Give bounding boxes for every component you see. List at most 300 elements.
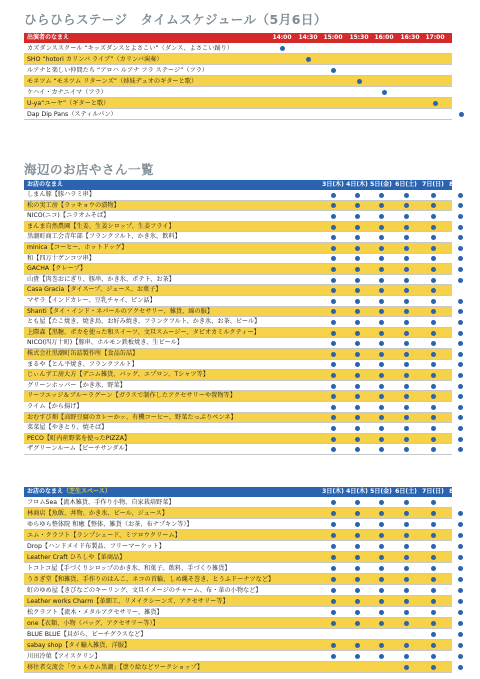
shop-row <box>24 201 452 212</box>
shop-row <box>24 232 452 243</box>
shop-row <box>24 338 452 349</box>
open-day-dot <box>331 246 336 251</box>
open-day-dot <box>404 193 409 198</box>
open-day-dot <box>431 415 436 420</box>
open-day-dot <box>404 267 409 272</box>
shop-name: 黒潮町商工会青年部【フランクフルト、かき氷、飲料】 <box>27 233 181 241</box>
open-day-dot <box>458 362 463 367</box>
shop-row <box>24 381 452 392</box>
shop-row <box>24 618 452 629</box>
shop-row <box>24 552 452 563</box>
shop-row <box>24 296 452 307</box>
open-day-dot <box>431 500 436 505</box>
shop-row <box>24 585 452 596</box>
shop-row <box>24 434 452 445</box>
shop-row <box>24 530 452 541</box>
open-day-dot <box>404 320 409 325</box>
shop-name: NICO(四万十町)【豚串、ホルモン鉄板焼き、生ビール】 <box>27 339 183 347</box>
open-day-dot <box>431 203 436 208</box>
open-day-dot <box>431 533 436 538</box>
open-day-dot <box>458 256 463 261</box>
open-day-dot <box>355 246 360 251</box>
shop-name: ザグリーンルーム【ビーチサンダル】 <box>27 445 131 453</box>
open-day-dot <box>355 373 360 378</box>
open-day-dot <box>458 544 463 549</box>
open-day-dot <box>331 278 336 283</box>
open-day-dot <box>379 373 384 378</box>
shop-row <box>24 391 452 402</box>
open-day-dot <box>404 278 409 283</box>
open-day-dot <box>431 447 436 452</box>
open-day-dot <box>379 331 384 336</box>
performer-column-header: 出演者のなまえ <box>27 34 70 41</box>
shop-row <box>24 640 452 651</box>
open-day-dot <box>458 246 463 251</box>
open-day-dot <box>331 621 336 626</box>
shops-header <box>24 487 471 497</box>
open-day-dot <box>404 533 409 538</box>
shop-name: NICO(ニコ)【ニラオムそば】 <box>27 212 110 220</box>
shop-name: 山貴【肉巻おにぎり、豚串、かき氷、ポテト、お茶】 <box>27 275 175 283</box>
open-day-dot <box>431 331 436 336</box>
shop-column-header <box>27 180 63 190</box>
open-day-dot <box>331 288 336 293</box>
shop-name: 株式会社黒潮町缶詰製作所【食品缶詰】 <box>27 350 139 357</box>
open-day-dot <box>458 447 463 452</box>
open-day-dot <box>431 555 436 560</box>
open-day-dot <box>458 214 463 219</box>
open-day-dot <box>331 362 336 367</box>
open-day-dot <box>404 643 409 648</box>
time-header: 17:00 <box>425 34 445 41</box>
open-day-dot <box>355 309 360 314</box>
open-day-dot <box>331 415 336 420</box>
open-day-dot <box>355 621 360 626</box>
open-day-dot <box>379 621 384 626</box>
open-day-dot <box>331 447 336 452</box>
open-day-dot <box>355 555 360 560</box>
schedule-row <box>24 54 452 65</box>
time-header: 16:30 <box>400 34 420 41</box>
open-day-dot <box>379 193 384 198</box>
performer-name: ルアナと楽しい仲間たち “アロハ ルアナ フラ ステージ”（フラ） <box>27 67 209 74</box>
open-day-dot <box>331 500 336 505</box>
time-header: 15:30 <box>349 34 369 41</box>
open-day-dot <box>404 610 409 615</box>
open-day-dot <box>431 522 436 527</box>
shop-name: 川田冷菓【アイスクリン】 <box>27 653 101 660</box>
open-day-dot <box>458 511 463 516</box>
performer-name: ケハイ・カナニイマ（フラ） <box>27 89 107 96</box>
open-day-dot <box>379 341 384 346</box>
open-day-dot <box>458 533 463 538</box>
schedule-row <box>24 87 452 98</box>
shop-row <box>24 651 452 662</box>
shop-name: Drop【ハンドメイド布製品、フリーマーケット】 <box>27 543 165 550</box>
open-day-dot <box>431 566 436 571</box>
shop-row <box>24 444 452 455</box>
shop-row <box>24 254 452 265</box>
shop-header-note: （芝生スペース） <box>63 488 111 495</box>
time-header: 17:30 <box>451 34 471 41</box>
open-day-dot <box>431 341 436 346</box>
open-day-dot <box>331 544 336 549</box>
open-day-dot <box>379 426 384 431</box>
shop-row <box>24 190 452 201</box>
open-day-dot <box>431 352 436 357</box>
open-day-dot <box>431 225 436 230</box>
time-slot-dot <box>331 68 336 73</box>
open-day-dot <box>379 654 384 659</box>
open-day-dot <box>331 610 336 615</box>
open-day-dot <box>331 193 336 198</box>
open-day-dot <box>404 352 409 357</box>
time-header: 15:00 <box>323 34 343 41</box>
open-day-dot <box>331 352 336 357</box>
open-day-dot <box>458 203 463 208</box>
shop-name: じぃんず工房大方【デニム雑貨、バッグ、エプロン、Tシャツ等】 <box>27 371 209 379</box>
open-day-dot <box>431 654 436 659</box>
time-header: 16:00 <box>374 34 394 41</box>
open-day-dot <box>431 299 436 304</box>
open-day-dot <box>379 309 384 314</box>
shop-row <box>24 307 452 318</box>
day-header: 5日(金) <box>370 488 392 495</box>
shop-name: BLUE BLUE【貝がら、ビーチグラスなど】 <box>27 631 147 638</box>
time-header: 14:30 <box>298 34 318 41</box>
open-day-dot <box>331 588 336 593</box>
open-day-dot <box>379 437 384 442</box>
open-day-dot <box>458 577 463 582</box>
open-day-dot <box>404 246 409 251</box>
open-day-dot <box>355 214 360 219</box>
open-day-dot <box>404 405 409 410</box>
open-day-dot <box>458 384 463 389</box>
open-day-dot <box>404 288 409 293</box>
schedule-row <box>24 98 452 109</box>
open-day-dot <box>355 405 360 410</box>
shop-column-header <box>27 487 111 497</box>
open-day-dot <box>355 362 360 367</box>
shop-name: 和【四万十ゲンコツ串】 <box>27 254 95 262</box>
open-day-dot <box>355 415 360 420</box>
open-day-dot <box>458 405 463 410</box>
open-day-dot <box>355 384 360 389</box>
shop-name: Leather Craft ひろしや【革商品】 <box>27 554 126 561</box>
open-day-dot <box>404 654 409 659</box>
shop-name: 菜菜屋【やきとり、焼そば】 <box>27 424 108 432</box>
open-day-dot <box>404 256 409 261</box>
open-day-dot <box>404 577 409 582</box>
open-day-dot <box>458 331 463 336</box>
open-day-dot <box>431 588 436 593</box>
open-day-dot <box>431 214 436 219</box>
open-day-dot <box>379 225 384 230</box>
open-day-dot <box>379 246 384 251</box>
shop-name: 林商店【魚飯、丼物、かき氷、ビール、ジュース】 <box>27 510 169 517</box>
shop-row <box>24 541 452 552</box>
open-day-dot <box>331 320 336 325</box>
open-day-dot <box>355 500 360 505</box>
open-day-dot <box>355 352 360 357</box>
open-day-dot <box>404 415 409 420</box>
open-day-dot <box>355 299 360 304</box>
open-day-dot <box>379 447 384 452</box>
open-day-dot <box>379 278 384 283</box>
open-day-dot <box>379 384 384 389</box>
open-day-dot <box>355 654 360 659</box>
open-day-dot <box>404 225 409 230</box>
open-day-dot <box>431 643 436 648</box>
open-day-dot <box>355 235 360 240</box>
open-day-dot <box>431 235 436 240</box>
open-day-dot <box>355 643 360 648</box>
open-day-dot <box>379 500 384 505</box>
open-day-dot <box>431 610 436 615</box>
open-day-dot <box>431 437 436 442</box>
shop-row <box>24 285 452 296</box>
open-day-dot <box>458 588 463 593</box>
open-day-dot <box>404 214 409 219</box>
shop-row <box>24 360 452 371</box>
open-day-dot <box>355 267 360 272</box>
schedule-row <box>24 65 452 76</box>
shop-row <box>24 328 452 339</box>
shop-name: とも屋【たこ焼き、焼き鳥、お好み焼き、フランクフルト、かき氷、お茶、ビール】 <box>27 318 261 326</box>
shop-name: 虹のゆめ屋【きびなごのキーリング、文旦イメージのチャーム、布・革の小物など】 <box>27 587 262 594</box>
open-day-dot <box>431 577 436 582</box>
open-day-dot <box>331 225 336 230</box>
open-day-dot <box>431 599 436 604</box>
open-day-dot <box>431 288 436 293</box>
open-day-dot <box>458 426 463 431</box>
shop-name: フロムSea【流木雑貨、手作り小物、自家栽培野菜】 <box>27 499 175 506</box>
time-header: 14:00 <box>272 34 292 41</box>
open-day-dot <box>355 522 360 527</box>
shop-name: 松クラフト【流木・メタルアクセサリー、雑貨】 <box>27 609 163 616</box>
open-day-dot <box>404 203 409 208</box>
time-slot-dot <box>280 46 285 51</box>
open-day-dot <box>379 415 384 420</box>
open-day-dot <box>458 555 463 560</box>
performer-name: カズダンススクール “キッズダンスとよさこい”（ダンス、よさこい踊り） <box>27 45 233 52</box>
open-day-dot <box>331 341 336 346</box>
open-day-dot <box>355 278 360 283</box>
open-day-dot <box>331 566 336 571</box>
open-day-dot <box>379 566 384 571</box>
shop-name: one【衣類、小物（バッグ、アクセサリー等）】 <box>27 620 159 627</box>
open-day-dot <box>379 643 384 648</box>
open-day-dot <box>331 426 336 431</box>
open-day-dot <box>355 447 360 452</box>
open-day-dot <box>379 203 384 208</box>
open-day-dot <box>379 267 384 272</box>
shop-row <box>24 370 452 381</box>
open-day-dot <box>379 256 384 261</box>
shop-row <box>24 211 452 222</box>
shop-row <box>24 629 452 640</box>
open-day-dot <box>331 511 336 516</box>
schedule-header <box>24 33 471 43</box>
open-day-dot <box>379 522 384 527</box>
open-day-dot <box>458 352 463 357</box>
open-day-dot <box>379 533 384 538</box>
open-day-dot <box>458 610 463 615</box>
open-day-dot <box>331 437 336 442</box>
shop-row <box>24 662 452 673</box>
open-day-dot <box>404 426 409 431</box>
open-day-dot <box>431 544 436 549</box>
shop-name: マサラ【インドカレー、豆乳チャイ、ピン話】 <box>27 297 156 304</box>
open-day-dot <box>331 394 336 399</box>
open-day-dot <box>355 599 360 604</box>
open-day-dot <box>431 193 436 198</box>
open-day-dot <box>458 225 463 230</box>
open-day-dot <box>355 320 360 325</box>
open-day-dot <box>331 309 336 314</box>
shop-name: グリーンホッパー【かき氷、野菜】 <box>27 381 126 389</box>
open-day-dot <box>331 299 336 304</box>
shop-row <box>24 243 452 254</box>
open-day-dot <box>355 511 360 516</box>
open-day-dot <box>404 599 409 604</box>
open-day-dot <box>379 599 384 604</box>
open-day-dot <box>331 214 336 219</box>
open-day-dot <box>331 654 336 659</box>
shop-name: minica【コーヒー、ホットドッグ】 <box>27 244 128 251</box>
open-day-dot <box>379 320 384 325</box>
open-day-dot <box>458 437 463 442</box>
open-day-dot <box>355 437 360 442</box>
open-day-dot <box>331 522 336 527</box>
open-day-dot <box>404 544 409 549</box>
open-day-dot <box>331 384 336 389</box>
shop-row <box>24 275 452 286</box>
shop-name: しまん豚【豚ハラミ串】 <box>27 191 96 198</box>
open-day-dot <box>431 267 436 272</box>
open-day-dot <box>458 373 463 378</box>
shop-name: Casa Gracia【タイスープ、ジュース、お菓子】 <box>27 286 162 294</box>
open-day-dot <box>458 320 463 325</box>
shop-name: リーフエッジ＆ブルーラグーン【ガラスで制作したアクセサリーや置物等】 <box>27 392 236 400</box>
open-day-dot <box>355 577 360 582</box>
shop-name: 上際森【黒糖、ポカを使った和スイーツ、文旦スムージー、タピオカミルクティー】 <box>27 328 260 336</box>
open-day-dot <box>404 522 409 527</box>
shop-header-label: お店のなまえ <box>27 181 64 188</box>
open-day-dot <box>379 235 384 240</box>
open-day-dot <box>379 544 384 549</box>
open-day-dot <box>431 320 436 325</box>
open-day-dot <box>379 394 384 399</box>
shop-name: sabay shop【タイ輸入雑貨、洋服】 <box>27 642 131 649</box>
day-header: 4日(木) <box>346 488 368 495</box>
performer-name: モネツム “モネツム リターンズ”（姉妹デュオのギターと歌） <box>27 78 198 85</box>
open-day-dot <box>431 405 436 410</box>
day-header: 6日(土) <box>395 488 417 495</box>
day-header: 4日(木) <box>346 181 368 188</box>
shop-name: おむすび畑【高野豆腐のカレーかッ、有機コーヒー、野菜たっぷりペンネ】 <box>27 413 237 421</box>
open-day-dot <box>331 235 336 240</box>
open-day-dot <box>331 577 336 582</box>
day-header: 8日(月) <box>449 488 471 495</box>
shop-name: GACHA【クレープ】 <box>27 265 87 273</box>
time-slot-dot <box>433 101 438 106</box>
shop-name: ゆらゆら整体院 和癒【整体、雑貨（お茶、布ナプキン等）】 <box>27 521 193 528</box>
open-day-dot <box>458 522 463 527</box>
open-day-dot <box>355 566 360 571</box>
shop-row <box>24 508 452 519</box>
shop-row <box>24 596 452 607</box>
open-day-dot <box>355 203 360 208</box>
open-day-dot <box>431 246 436 251</box>
shops-header <box>24 180 471 190</box>
open-day-dot <box>458 235 463 240</box>
open-day-dot <box>379 588 384 593</box>
shop-name: ライム【から揚げ】 <box>27 403 83 410</box>
day-header: 7日(日) <box>422 488 444 495</box>
open-day-dot <box>404 555 409 560</box>
shop-row <box>24 349 452 360</box>
open-day-dot <box>404 437 409 442</box>
shop-row <box>24 574 452 585</box>
open-day-dot <box>331 555 336 560</box>
schedule-title: ひらひらステージ タイムスケジュール（5月6日） <box>24 12 327 27</box>
time-slot-dot <box>459 112 464 117</box>
time-slot-dot <box>357 79 362 84</box>
shop-row <box>24 423 452 434</box>
open-day-dot <box>431 665 436 670</box>
open-day-dot <box>404 394 409 399</box>
open-day-dot <box>331 267 336 272</box>
open-day-dot <box>331 533 336 538</box>
open-day-dot <box>458 193 463 198</box>
open-day-dot <box>379 610 384 615</box>
open-day-dot <box>458 643 463 648</box>
open-day-dot <box>458 654 463 659</box>
open-day-dot <box>331 405 336 410</box>
open-day-dot <box>404 621 409 626</box>
schedule-row <box>24 43 452 54</box>
open-day-dot <box>404 235 409 240</box>
day-header: 3日(木) <box>322 488 344 495</box>
open-day-dot <box>404 362 409 367</box>
open-day-dot <box>458 267 463 272</box>
open-day-dot <box>404 447 409 452</box>
open-day-dot <box>431 384 436 389</box>
time-slot-dot <box>382 90 387 95</box>
shop-name: 移住者交流会「ウェルカム黒潮」【塗り絵などワークショップ】 <box>27 664 204 671</box>
open-day-dot <box>458 341 463 346</box>
open-day-dot <box>404 384 409 389</box>
day-header: 8日(月) <box>449 181 471 188</box>
open-day-dot <box>458 299 463 304</box>
open-day-dot <box>331 256 336 261</box>
open-day-dot <box>431 394 436 399</box>
day-header: 7日(日) <box>422 181 444 188</box>
open-day-dot <box>431 426 436 431</box>
open-day-dot <box>458 621 463 626</box>
shop-row <box>24 317 452 328</box>
open-day-dot <box>404 299 409 304</box>
shop-name: Shanti【タイ・インド・ネパールのアクセサリー、雑貨、綿の服】 <box>27 307 214 315</box>
open-day-dot <box>431 632 436 637</box>
open-day-dot <box>355 610 360 615</box>
shop-name: まんま自然農園【生姜、生姜シロップ、生姜フライ】 <box>27 222 175 230</box>
day-header: 6日(土) <box>395 181 417 188</box>
open-day-dot <box>431 256 436 261</box>
open-day-dot <box>355 533 360 538</box>
open-day-dot <box>404 341 409 346</box>
